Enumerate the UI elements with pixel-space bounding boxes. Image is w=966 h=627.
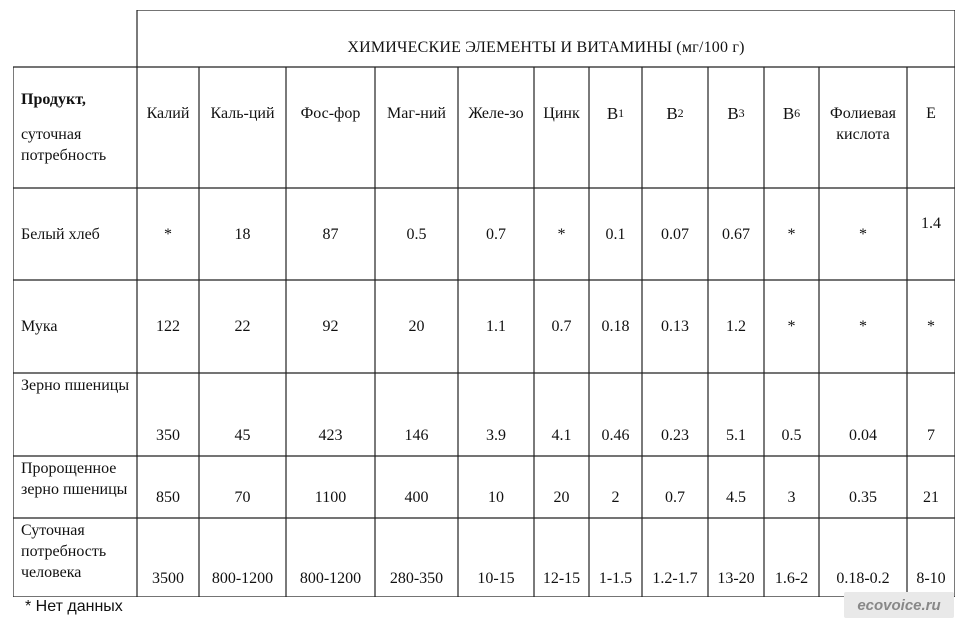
- column-header: [137, 67, 199, 188]
- column-header: [642, 67, 708, 188]
- column-header-label: В: [606, 104, 619, 123]
- column-header-label: В: [727, 104, 739, 123]
- column-header: [286, 67, 375, 188]
- table-cell: 1.2: [726, 318, 746, 335]
- table-cell: 45: [234, 427, 251, 444]
- table-cell: 20: [408, 318, 425, 335]
- table-cell: 1.2-1.7: [652, 570, 698, 587]
- table-cell: 0.18: [601, 318, 630, 335]
- table-cell: 18: [234, 225, 251, 243]
- table-cell: 87: [322, 225, 339, 243]
- watermark-logo: ecovoice.ru: [844, 592, 954, 618]
- table-cell: 0.7: [486, 225, 506, 243]
- table-cell: 3.9: [486, 427, 506, 444]
- column-header-label: Каль-ций: [210, 105, 275, 122]
- table-cell: 10-15: [477, 570, 515, 587]
- table-cell: 280-350: [389, 570, 444, 587]
- table-cell: *: [787, 225, 796, 243]
- table-cell: 800-1200: [299, 570, 362, 587]
- table-cell: 7: [927, 427, 935, 444]
- column-header: [199, 67, 286, 188]
- table-cell: 0.7: [665, 489, 685, 506]
- table-cell: 4.5: [726, 489, 746, 506]
- column-header-label: Фолиевая кислота: [830, 105, 896, 143]
- column-header: [708, 67, 764, 188]
- table-cell: 70: [234, 489, 251, 506]
- table-cell: 0.18-0.2: [836, 570, 890, 587]
- table-cell: 92: [322, 318, 339, 335]
- table-cell: *: [859, 225, 867, 243]
- table-cell: 0.67: [722, 225, 750, 243]
- column-header: [534, 67, 589, 188]
- group-header: ХИМИЧЕСКИЕ ЭЛЕМЕНТЫ И ВИТАМИНЫ (мг/100 г): [347, 39, 745, 56]
- table-cell: 1100: [314, 489, 347, 506]
- table-cell: 0.13: [661, 318, 689, 335]
- table-cell: 423: [318, 427, 343, 444]
- table-cell: 0.35: [849, 489, 877, 506]
- table-cell: 13-20: [717, 570, 755, 587]
- column-header-subscript: 3: [738, 106, 745, 120]
- column-header: [458, 67, 534, 188]
- column-header-label: В: [666, 104, 678, 123]
- column-header: [764, 67, 819, 188]
- table-cell: 800-1200: [211, 570, 274, 587]
- row-label: Белый хлеб: [21, 225, 100, 243]
- table-cell: *: [164, 225, 172, 243]
- table-cell: 122: [156, 318, 180, 335]
- table-cell: 1.6-2: [774, 570, 809, 587]
- table-cell: 5.1: [726, 427, 746, 444]
- product-header: [13, 67, 137, 188]
- product-header-subtitle-2: потребность: [21, 147, 107, 164]
- column-header-subscript: 1: [618, 106, 625, 120]
- column-header: [819, 67, 907, 188]
- table-cell: 0.46: [601, 427, 630, 444]
- product-header-subtitle-1: суточная: [21, 126, 82, 143]
- table-cell: 8-10: [916, 570, 946, 587]
- table-cell: 1.1: [486, 318, 506, 335]
- column-header-subscript: 2: [677, 106, 684, 120]
- column-header: [589, 67, 642, 188]
- footnote: * Нет данных: [25, 598, 123, 615]
- table-cell: 20: [553, 489, 570, 506]
- column-header-label: Е: [926, 105, 936, 122]
- column-header-label: В: [782, 104, 795, 123]
- product-header-title: Продукт,: [21, 91, 86, 108]
- table-cell: 22: [234, 318, 251, 335]
- table-cell: 0.7: [551, 318, 572, 335]
- table-cell: 3: [787, 489, 796, 506]
- column-header: [375, 67, 458, 188]
- table-cell: 400: [404, 489, 429, 506]
- table-cell: 3500: [152, 570, 184, 587]
- table-cell: 0.23: [661, 427, 689, 444]
- column-header-label: Маг-ний: [387, 105, 446, 122]
- column-header-subscript: 6: [794, 106, 801, 120]
- table-cell: 350: [156, 427, 180, 444]
- row-label: Пророщенное зерно пшеницы: [21, 460, 128, 498]
- column-header: [907, 67, 955, 188]
- column-header-label: Калий: [146, 105, 190, 122]
- column-header-label: Цинк: [543, 105, 580, 122]
- table-cell: 146: [404, 427, 429, 444]
- column-header-label: Желе-зо: [468, 105, 524, 122]
- nutrition-table: [13, 10, 955, 597]
- table-cell: 2: [611, 489, 620, 506]
- table-cell: *: [927, 318, 935, 335]
- table-cell: 10: [488, 489, 504, 506]
- table-cell: *: [557, 225, 566, 243]
- table-cell: 4.1: [551, 427, 572, 444]
- table-cell: 0.5: [406, 225, 427, 243]
- table-cell: 12-15: [542, 570, 581, 587]
- table-cell: 21: [923, 489, 939, 506]
- table-cell: 0.1: [605, 225, 626, 243]
- table-cell: *: [787, 318, 796, 335]
- table-cell: 850: [156, 489, 180, 506]
- table-cell: 1-1.5: [598, 570, 633, 587]
- row-label: Суточная потребность человека: [21, 522, 107, 581]
- table-cell: 0.07: [661, 225, 689, 243]
- table-cell: 1.4: [921, 215, 941, 232]
- table-cell: 0.5: [781, 427, 802, 444]
- table-cell: 0.04: [849, 427, 877, 444]
- table-cell: *: [859, 318, 867, 335]
- column-header-label: Фос-фор: [300, 105, 361, 122]
- row-label: Мука: [21, 318, 58, 335]
- row-label: Зерно пшеницы: [21, 377, 130, 394]
